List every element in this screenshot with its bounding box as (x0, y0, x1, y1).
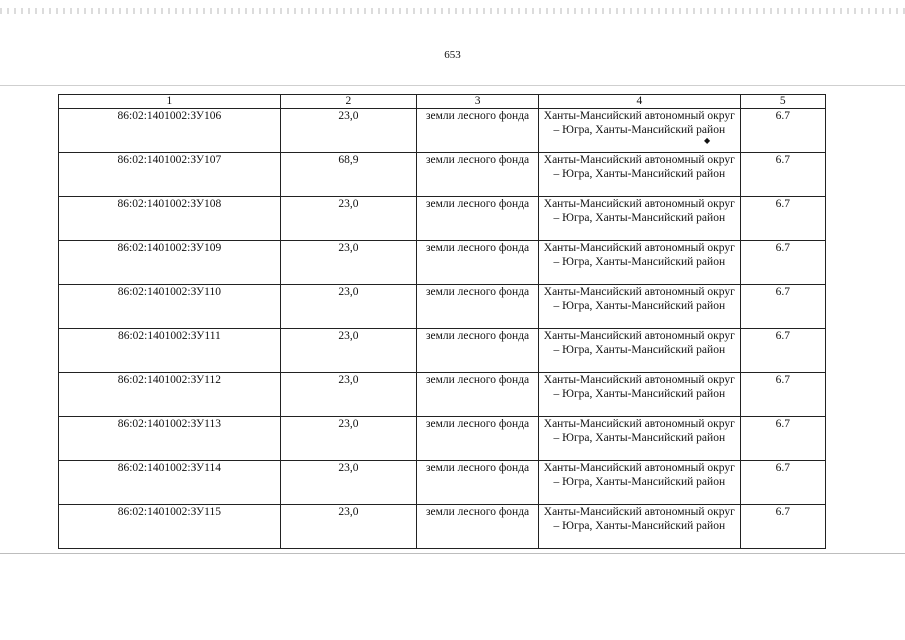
table-body (59, 109, 826, 549)
location-text: Ханты-Мансийский автономный округ – Югра, Ханты-Мансийский район (539, 109, 740, 153)
page-number: 653 (444, 49, 461, 61)
cadastral-number: 86:02:1401002:ЗУ111 (59, 329, 281, 373)
table-row (59, 153, 826, 197)
table-row (59, 373, 826, 417)
land-category: земли лесного фонда (417, 109, 539, 153)
use-code: 6.7 (740, 461, 825, 505)
location-text: Ханты-Мансийский автономный округ – Югра, Ханты-Мансийский район (539, 153, 740, 197)
column-header-3: 3 (417, 95, 539, 109)
location-text: Ханты-Мансийский автономный округ – Югра, Ханты-Мансийский район (539, 285, 740, 329)
use-code: 6.7 (740, 285, 825, 329)
area-value: 23,0 (280, 417, 416, 461)
use-code: 6.7 (740, 241, 825, 285)
land-plots-table (58, 94, 826, 549)
use-code: 6.7 (740, 197, 825, 241)
use-code: 6.7 (740, 153, 825, 197)
use-code: 6.7 (740, 417, 825, 461)
location-text: Ханты-Мансийский автономный округ – Югра, Ханты-Мансийский район (539, 505, 740, 549)
scan-noise-top (0, 8, 905, 14)
area-value: 68,9 (280, 153, 416, 197)
area-value: 23,0 (280, 461, 416, 505)
land-category: земли лесного фонда (417, 241, 539, 285)
land-category: земли лесного фонда (417, 461, 539, 505)
land-category: земли лесного фонда (417, 417, 539, 461)
land-category: земли лесного фонда (417, 329, 539, 373)
table-row (59, 197, 826, 241)
table-row (59, 417, 826, 461)
land-category: земли лесного фонда (417, 197, 539, 241)
scan-line (0, 85, 905, 86)
table-row (59, 241, 826, 285)
area-value: 23,0 (280, 241, 416, 285)
scan-line-bottom (0, 553, 905, 554)
table-header-row (59, 95, 826, 109)
location-text: Ханты-Мансийский автономный округ – Югра, Ханты-Мансийский район (539, 373, 740, 417)
cadastral-number: 86:02:1401002:ЗУ106 (59, 109, 281, 153)
cadastral-number: 86:02:1401002:ЗУ109 (59, 241, 281, 285)
column-header-4: 4 (539, 95, 740, 109)
cadastral-number: 86:02:1401002:ЗУ107 (59, 153, 281, 197)
location-text: Ханты-Мансийский автономный округ – Югра, Ханты-Мансийский район (539, 461, 740, 505)
cadastral-number: 86:02:1401002:ЗУ113 (59, 417, 281, 461)
cadastral-number: 86:02:1401002:ЗУ112 (59, 373, 281, 417)
cadastral-number: 86:02:1401002:ЗУ114 (59, 461, 281, 505)
area-value: 23,0 (280, 505, 416, 549)
use-code: 6.7 (740, 373, 825, 417)
area-value: 23,0 (280, 285, 416, 329)
column-header-2: 2 (280, 95, 416, 109)
use-code: 6.7 (740, 505, 825, 549)
land-category: земли лесного фонда (417, 373, 539, 417)
land-category: земли лесного фонда (417, 285, 539, 329)
table-row (59, 285, 826, 329)
cadastral-number: 86:02:1401002:ЗУ115 (59, 505, 281, 549)
table-row (59, 461, 826, 505)
table-row (59, 505, 826, 549)
area-value: 23,0 (280, 373, 416, 417)
area-value: 23,0 (280, 109, 416, 153)
column-header-1: 1 (59, 95, 281, 109)
area-value: 23,0 (280, 329, 416, 373)
column-header-5: 5 (740, 95, 825, 109)
pen-mark-icon: ◆ (704, 136, 711, 145)
table-row (59, 329, 826, 373)
location-text: Ханты-Мансийский автономный округ – Югра, Ханты-Мансийский район (539, 241, 740, 285)
land-category: земли лесного фонда (417, 505, 539, 549)
use-code: 6.7 (740, 109, 825, 153)
location-text: Ханты-Мансийский автономный округ – Югра, Ханты-Мансийский район (539, 417, 740, 461)
use-code: 6.7 (740, 329, 825, 373)
area-value: 23,0 (280, 197, 416, 241)
location-text: Ханты-Мансийский автономный округ – Югра, Ханты-Мансийский район (539, 329, 740, 373)
table-row (59, 109, 826, 153)
location-text: Ханты-Мансийский автономный округ – Югра, Ханты-Мансийский район (539, 197, 740, 241)
land-category: земли лесного фонда (417, 153, 539, 197)
cadastral-number: 86:02:1401002:ЗУ110 (59, 285, 281, 329)
cadastral-number: 86:02:1401002:ЗУ108 (59, 197, 281, 241)
